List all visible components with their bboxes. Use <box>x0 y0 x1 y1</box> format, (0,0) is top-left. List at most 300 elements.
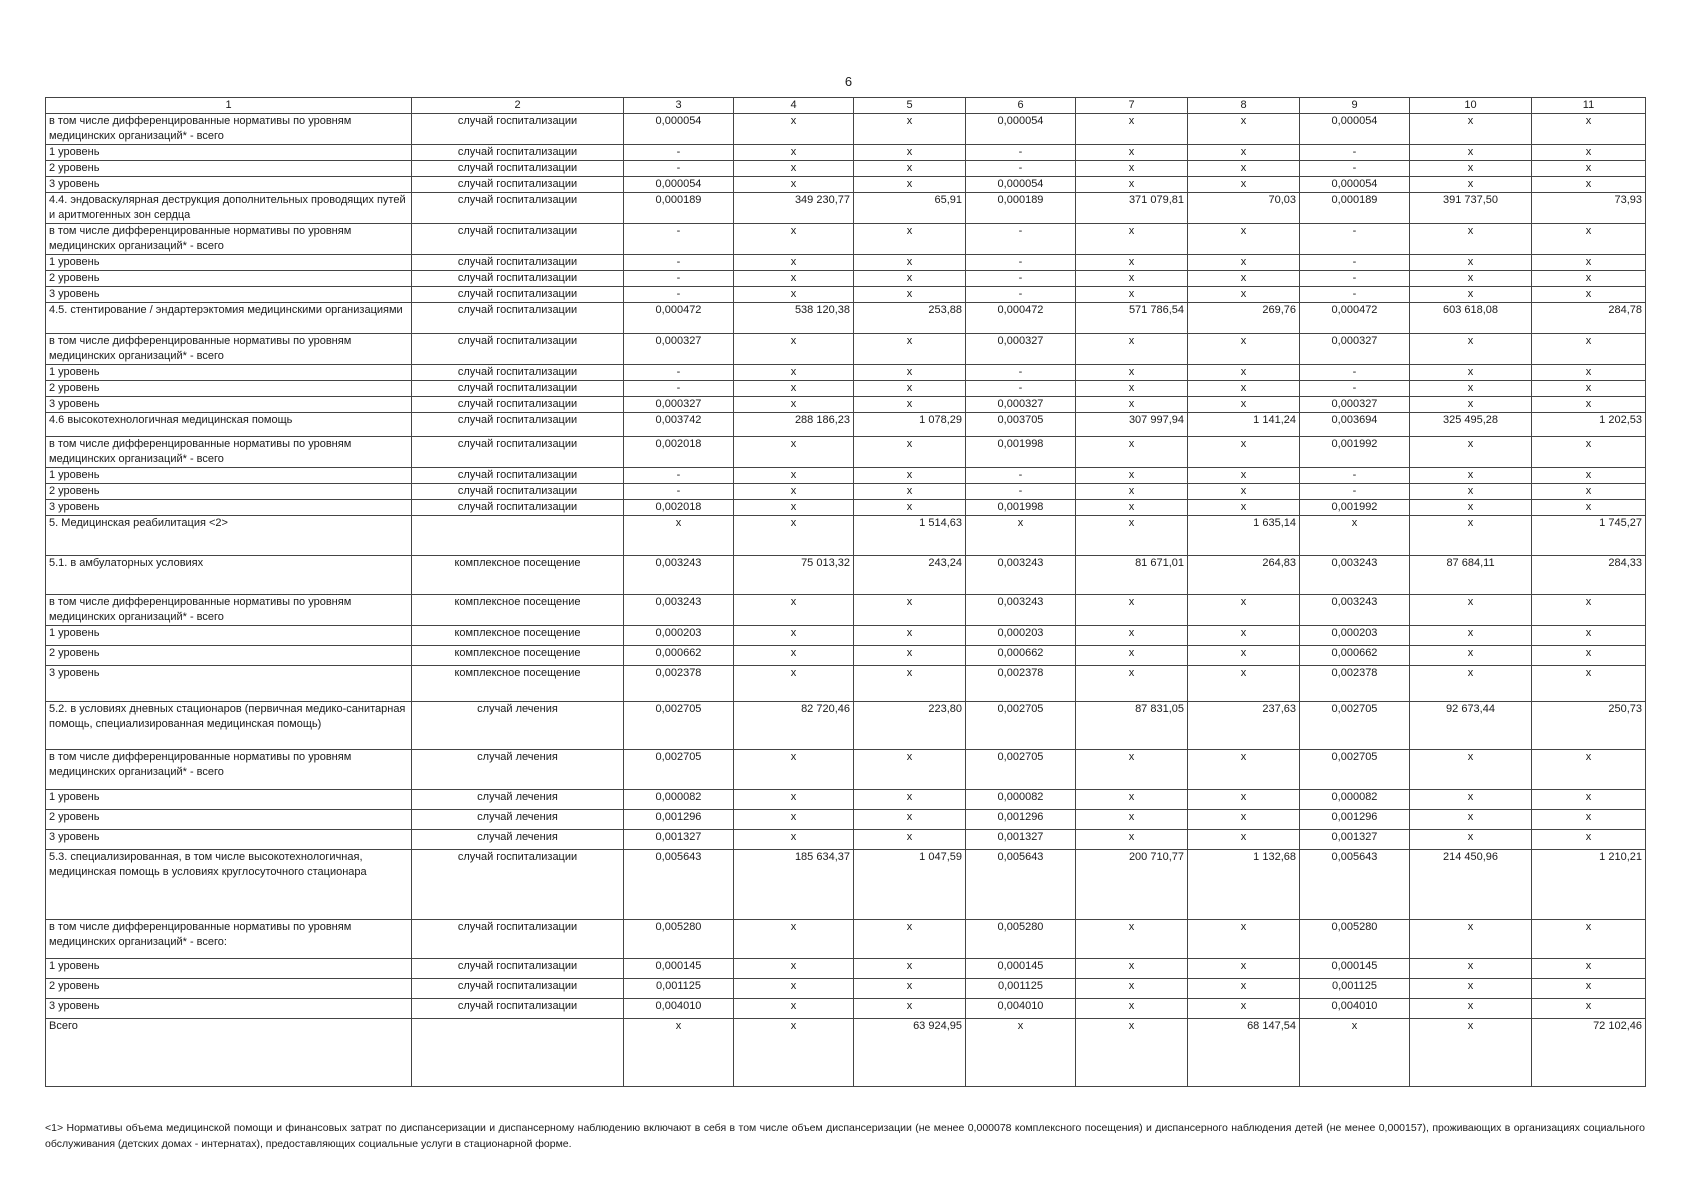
value-cell: 0,000327 <box>624 397 734 413</box>
value-cell: x <box>1076 959 1188 979</box>
unit-cell: случай госпитализации <box>412 224 624 255</box>
value-cell: 0,000327 <box>624 334 734 365</box>
value-cell: 349 230,77 <box>734 193 854 224</box>
value-cell: x <box>734 959 854 979</box>
value-cell: 0,000203 <box>1300 626 1410 646</box>
value-cell: x <box>1188 790 1300 810</box>
value-cell: x <box>1076 468 1188 484</box>
row-label: 3 уровень <box>46 666 412 702</box>
unit-cell: случай госпитализации <box>412 979 624 999</box>
row-label: 1 уровень <box>46 255 412 271</box>
unit-cell: случай госпитализации <box>412 999 624 1019</box>
value-cell: - <box>624 381 734 397</box>
value-cell: 0,004010 <box>624 999 734 1019</box>
value-cell: 0,001125 <box>966 979 1076 999</box>
unit-cell: случай госпитализации <box>412 920 624 959</box>
value-cell: 0,005643 <box>1300 850 1410 920</box>
value-cell: 223,80 <box>854 702 966 750</box>
value-cell: x <box>1532 979 1646 999</box>
row-label: в том числе дифференцированные нормативы по уровням медицинских организаций* - всего <box>46 224 412 255</box>
value-cell: x <box>1076 626 1188 646</box>
value-cell: x <box>1188 334 1300 365</box>
value-cell: x <box>854 224 966 255</box>
value-cell: 0,000054 <box>1300 177 1410 193</box>
value-cell: x <box>1076 287 1188 303</box>
value-cell: 0,005643 <box>624 850 734 920</box>
value-cell: x <box>1532 437 1646 468</box>
value-cell: 0,005280 <box>966 920 1076 959</box>
header-cell: 4 <box>734 98 854 114</box>
unit-cell: случай госпитализации <box>412 161 624 177</box>
table-row <box>46 750 1646 790</box>
table-row <box>46 255 1646 271</box>
value-cell: 1 047,59 <box>854 850 966 920</box>
value-cell: 0,000327 <box>966 334 1076 365</box>
row-label: 1 уровень <box>46 145 412 161</box>
value-cell: 0,001327 <box>624 830 734 850</box>
value-cell: x <box>1532 810 1646 830</box>
value-cell: 1 210,21 <box>1532 850 1646 920</box>
value-cell: 0,000054 <box>966 177 1076 193</box>
unit-cell: случай госпитализации <box>412 193 624 224</box>
row-label: 3 уровень <box>46 999 412 1019</box>
value-cell: x <box>734 830 854 850</box>
value-cell: - <box>966 255 1076 271</box>
value-cell: 1 745,27 <box>1532 516 1646 556</box>
value-cell: x <box>1410 437 1532 468</box>
value-cell: x <box>854 595 966 626</box>
value-cell: 75 013,32 <box>734 556 854 595</box>
value-cell: x <box>1532 666 1646 702</box>
value-cell: - <box>624 484 734 500</box>
row-label: 3 уровень <box>46 830 412 850</box>
value-cell: x <box>1410 666 1532 702</box>
value-cell: x <box>1188 810 1300 830</box>
value-cell: x <box>854 177 966 193</box>
table-row <box>46 334 1646 365</box>
value-cell: x <box>1188 271 1300 287</box>
value-cell: x <box>1410 626 1532 646</box>
unit-cell: случай госпитализации <box>412 114 624 145</box>
value-cell: 288 186,23 <box>734 413 854 437</box>
value-cell: - <box>624 468 734 484</box>
table-row <box>46 114 1646 145</box>
value-cell: x <box>854 287 966 303</box>
value-cell: 0,000662 <box>624 646 734 666</box>
value-cell: x <box>734 365 854 381</box>
value-cell: 68 147,54 <box>1188 1019 1300 1087</box>
value-cell: x <box>1188 500 1300 516</box>
value-cell: x <box>1076 484 1188 500</box>
unit-cell: случай госпитализации <box>412 468 624 484</box>
value-cell: 0,004010 <box>966 999 1076 1019</box>
value-cell: 0,001296 <box>1300 810 1410 830</box>
value-cell: x <box>1076 666 1188 702</box>
value-cell: x <box>966 516 1076 556</box>
value-cell: x <box>1410 790 1532 810</box>
value-cell: 0,004010 <box>1300 999 1410 1019</box>
value-cell: - <box>966 365 1076 381</box>
value-cell: - <box>966 271 1076 287</box>
value-cell: 0,000203 <box>624 626 734 646</box>
value-cell: 0,003243 <box>624 556 734 595</box>
value-cell: x <box>734 255 854 271</box>
value-cell: x <box>1410 177 1532 193</box>
value-cell: 325 495,28 <box>1410 413 1532 437</box>
value-cell: x <box>1188 999 1300 1019</box>
value-cell: 214 450,96 <box>1410 850 1532 920</box>
value-cell: x <box>1532 271 1646 287</box>
value-cell: 391 737,50 <box>1410 193 1532 224</box>
row-label: 3 уровень <box>46 287 412 303</box>
value-cell: x <box>1076 516 1188 556</box>
unit-cell: комплексное посещение <box>412 556 624 595</box>
value-cell: x <box>1076 161 1188 177</box>
value-cell: 0,003705 <box>966 413 1076 437</box>
value-cell: x <box>1532 287 1646 303</box>
value-cell: x <box>1410 145 1532 161</box>
value-cell: x <box>1410 468 1532 484</box>
value-cell: 0,002378 <box>1300 666 1410 702</box>
value-cell: x <box>734 145 854 161</box>
unit-cell: случай лечения <box>412 790 624 810</box>
header-cell: 7 <box>1076 98 1188 114</box>
value-cell: 1 132,68 <box>1188 850 1300 920</box>
unit-cell: случай госпитализации <box>412 255 624 271</box>
value-cell: - <box>1300 365 1410 381</box>
value-cell: - <box>966 287 1076 303</box>
value-cell: 0,002705 <box>966 702 1076 750</box>
value-cell: 0,000662 <box>1300 646 1410 666</box>
header-cell: 1 <box>46 98 412 114</box>
value-cell: 0,000189 <box>624 193 734 224</box>
value-cell: 0,000145 <box>624 959 734 979</box>
value-cell: x <box>734 484 854 500</box>
value-cell: x <box>734 1019 854 1087</box>
row-label: Всего <box>46 1019 412 1087</box>
value-cell: 87 684,11 <box>1410 556 1532 595</box>
value-cell: x <box>1532 334 1646 365</box>
row-label: в том числе дифференцированные нормативы по уровням медицинских организаций* - всего: <box>46 920 412 959</box>
value-cell: x <box>734 287 854 303</box>
table-row <box>46 556 1646 595</box>
value-cell: 0,003243 <box>1300 556 1410 595</box>
value-cell: 0,003243 <box>966 595 1076 626</box>
table-row <box>46 193 1646 224</box>
value-cell: x <box>854 500 966 516</box>
value-cell: 0,000145 <box>966 959 1076 979</box>
value-cell: 538 120,38 <box>734 303 854 334</box>
value-cell: x <box>1300 516 1410 556</box>
value-cell: x <box>1532 381 1646 397</box>
value-cell: x <box>1410 595 1532 626</box>
value-cell: 0,002018 <box>624 500 734 516</box>
value-cell: - <box>1300 484 1410 500</box>
row-label: 1 уровень <box>46 365 412 381</box>
row-label: 3 уровень <box>46 397 412 413</box>
value-cell: x <box>854 145 966 161</box>
value-cell: x <box>1532 920 1646 959</box>
value-cell: x <box>1188 114 1300 145</box>
value-cell: x <box>734 334 854 365</box>
value-cell: x <box>1188 468 1300 484</box>
value-cell: - <box>966 224 1076 255</box>
value-cell: x <box>854 255 966 271</box>
value-cell: - <box>1300 145 1410 161</box>
row-label: 2 уровень <box>46 161 412 177</box>
unit-cell: случай госпитализации <box>412 303 624 334</box>
value-cell: x <box>1410 287 1532 303</box>
table-row <box>46 303 1646 334</box>
unit-cell: случай госпитализации <box>412 177 624 193</box>
value-cell: x <box>734 790 854 810</box>
value-cell: x <box>1076 224 1188 255</box>
value-cell: - <box>1300 468 1410 484</box>
value-cell: x <box>1410 500 1532 516</box>
footnote: <1> Нормативы объема медицинской помощи и финансовых затрат по диспансеризации и диспансерному наблюдению включают в себя в том числе объем диспансеризации (не менее 0,000078 комплексного посещения) и диспансерного наблюдения детей (не менее 0,000157), проживающих в организациях социального обслуживания (детских домах - интернатах), предоставляющих социальные услуги в стационарной форме. <box>45 1122 1645 1150</box>
value-cell: x <box>1532 161 1646 177</box>
value-cell: x <box>1532 484 1646 500</box>
unit-cell: случай госпитализации <box>412 484 624 500</box>
value-cell: x <box>734 646 854 666</box>
table-row <box>46 437 1646 468</box>
value-cell: x <box>1188 484 1300 500</box>
value-cell: 0,000189 <box>966 193 1076 224</box>
value-cell: - <box>966 381 1076 397</box>
table-row <box>46 666 1646 702</box>
value-cell: x <box>854 830 966 850</box>
value-cell: x <box>734 381 854 397</box>
value-cell: 0,002705 <box>624 702 734 750</box>
value-cell: 264,83 <box>1188 556 1300 595</box>
row-label: 1 уровень <box>46 959 412 979</box>
value-cell: x <box>854 959 966 979</box>
value-cell: x <box>1532 145 1646 161</box>
value-cell: 0,001125 <box>1300 979 1410 999</box>
value-cell: 0,001327 <box>966 830 1076 850</box>
value-cell: x <box>1410 397 1532 413</box>
value-cell: x <box>1076 255 1188 271</box>
value-cell: - <box>624 161 734 177</box>
value-cell: x <box>1532 114 1646 145</box>
value-cell: x <box>1410 381 1532 397</box>
value-cell: 87 831,05 <box>1076 702 1188 750</box>
table-row <box>46 850 1646 920</box>
value-cell: x <box>1076 830 1188 850</box>
value-cell: 284,33 <box>1532 556 1646 595</box>
table-row <box>46 413 1646 437</box>
value-cell: 0,002705 <box>624 750 734 790</box>
value-cell: x <box>1532 999 1646 1019</box>
value-cell: x <box>1076 1019 1188 1087</box>
value-cell: x <box>1532 365 1646 381</box>
header-cell: 8 <box>1188 98 1300 114</box>
value-cell: x <box>1076 646 1188 666</box>
header-row <box>46 98 1646 114</box>
value-cell: x <box>1188 830 1300 850</box>
value-cell: x <box>854 161 966 177</box>
header-cell: 10 <box>1410 98 1532 114</box>
value-cell: x <box>1532 224 1646 255</box>
header-cell: 11 <box>1532 98 1646 114</box>
table-row <box>46 177 1646 193</box>
value-cell: 0,001992 <box>1300 437 1410 468</box>
unit-cell: случай лечения <box>412 750 624 790</box>
value-cell: x <box>1076 145 1188 161</box>
header-cell: 5 <box>854 98 966 114</box>
value-cell: x <box>734 810 854 830</box>
unit-cell: случай госпитализации <box>412 413 624 437</box>
value-cell: x <box>1188 750 1300 790</box>
value-cell: 0,005643 <box>966 850 1076 920</box>
unit-cell <box>412 1019 624 1087</box>
value-cell: x <box>966 1019 1076 1087</box>
value-cell: x <box>1410 646 1532 666</box>
value-cell: 0,000327 <box>966 397 1076 413</box>
value-cell: 73,93 <box>1532 193 1646 224</box>
header-cell: 9 <box>1300 98 1410 114</box>
table-row <box>46 830 1646 850</box>
value-cell: x <box>854 666 966 702</box>
value-cell: x <box>1076 381 1188 397</box>
value-cell: x <box>1188 595 1300 626</box>
value-cell: x <box>854 397 966 413</box>
value-cell: x <box>1410 1019 1532 1087</box>
value-cell: - <box>1300 255 1410 271</box>
value-cell: x <box>854 810 966 830</box>
value-cell: x <box>734 516 854 556</box>
row-label: 4.5. стентирование / эндартерэктомия медицинскими организациями <box>46 303 412 334</box>
unit-cell: комплексное посещение <box>412 595 624 626</box>
value-cell: 0,001998 <box>966 437 1076 468</box>
value-cell: - <box>624 224 734 255</box>
value-cell: x <box>854 979 966 999</box>
table-row <box>46 810 1646 830</box>
table-row <box>46 271 1646 287</box>
value-cell: x <box>1532 255 1646 271</box>
row-label: 2 уровень <box>46 979 412 999</box>
value-cell: - <box>624 255 734 271</box>
value-cell: 0,000082 <box>624 790 734 810</box>
header-cell: 6 <box>966 98 1076 114</box>
value-cell: 243,24 <box>854 556 966 595</box>
value-cell: x <box>1410 959 1532 979</box>
value-cell: 81 671,01 <box>1076 556 1188 595</box>
table-row <box>46 484 1646 500</box>
value-cell: 0,003243 <box>1300 595 1410 626</box>
value-cell: 0,000145 <box>1300 959 1410 979</box>
row-label: 3 уровень <box>46 177 412 193</box>
value-cell: x <box>624 1019 734 1087</box>
table-row <box>46 1019 1646 1087</box>
value-cell: x <box>734 920 854 959</box>
value-cell: x <box>1188 365 1300 381</box>
value-cell: x <box>1076 750 1188 790</box>
value-cell: x <box>1532 626 1646 646</box>
value-cell: x <box>1188 959 1300 979</box>
value-cell: - <box>624 271 734 287</box>
value-cell: - <box>624 365 734 381</box>
unit-cell: случай госпитализации <box>412 145 624 161</box>
value-cell: x <box>1410 830 1532 850</box>
value-cell: 0,000472 <box>624 303 734 334</box>
value-cell: 0,003243 <box>624 595 734 626</box>
unit-cell: случай госпитализации <box>412 959 624 979</box>
value-cell: 0,001998 <box>966 500 1076 516</box>
value-cell: 1 141,24 <box>1188 413 1300 437</box>
unit-cell: комплексное посещение <box>412 666 624 702</box>
value-cell: x <box>1188 397 1300 413</box>
value-cell: 0,000054 <box>624 177 734 193</box>
row-label: 4.6 высокотехнологичная медицинская помощь <box>46 413 412 437</box>
value-cell: - <box>624 287 734 303</box>
value-cell: 571 786,54 <box>1076 303 1188 334</box>
value-cell: x <box>734 750 854 790</box>
value-cell: x <box>1076 334 1188 365</box>
table-row <box>46 500 1646 516</box>
value-cell: x <box>854 437 966 468</box>
value-cell: x <box>1076 397 1188 413</box>
value-cell: x <box>1410 334 1532 365</box>
row-label: 3 уровень <box>46 500 412 516</box>
value-cell: x <box>734 437 854 468</box>
table-row <box>46 365 1646 381</box>
table-row <box>46 381 1646 397</box>
value-cell: x <box>1188 646 1300 666</box>
value-cell: x <box>1300 1019 1410 1087</box>
row-label: 2 уровень <box>46 810 412 830</box>
table-row <box>46 145 1646 161</box>
header-cell: 2 <box>412 98 624 114</box>
row-label: в том числе дифференцированные нормативы по уровням медицинских организаций* - всего <box>46 334 412 365</box>
value-cell: 200 710,77 <box>1076 850 1188 920</box>
value-cell: x <box>1076 595 1188 626</box>
value-cell: x <box>1076 999 1188 1019</box>
value-cell: x <box>1188 224 1300 255</box>
value-cell: 0,000054 <box>966 114 1076 145</box>
value-cell: x <box>1076 920 1188 959</box>
value-cell: 0,003243 <box>966 556 1076 595</box>
value-cell: 0,000082 <box>966 790 1076 810</box>
value-cell: 1 635,14 <box>1188 516 1300 556</box>
value-cell: 0,003694 <box>1300 413 1410 437</box>
value-cell: x <box>1532 750 1646 790</box>
value-cell: x <box>1188 177 1300 193</box>
value-cell: x <box>854 920 966 959</box>
unit-cell: случай госпитализации <box>412 381 624 397</box>
value-cell: x <box>1410 224 1532 255</box>
table-row <box>46 920 1646 959</box>
table-row <box>46 397 1646 413</box>
value-cell: 1 078,29 <box>854 413 966 437</box>
value-cell: x <box>1532 397 1646 413</box>
value-cell: x <box>1188 255 1300 271</box>
value-cell: x <box>854 114 966 145</box>
value-cell: x <box>854 626 966 646</box>
value-cell: x <box>1410 999 1532 1019</box>
page-number: 6 <box>844 74 853 89</box>
value-cell: x <box>1188 161 1300 177</box>
value-cell: 0,001992 <box>1300 500 1410 516</box>
value-cell: 0,000054 <box>624 114 734 145</box>
value-cell: x <box>854 750 966 790</box>
value-cell: x <box>1410 484 1532 500</box>
unit-cell: случай госпитализации <box>412 500 624 516</box>
value-cell: x <box>1532 959 1646 979</box>
value-cell: - <box>966 161 1076 177</box>
value-cell: x <box>1410 810 1532 830</box>
row-label: 5.2. в условиях дневных стационаров (первичная медико-санитарная помощь, специализированная медицинская помощь) <box>46 702 412 750</box>
